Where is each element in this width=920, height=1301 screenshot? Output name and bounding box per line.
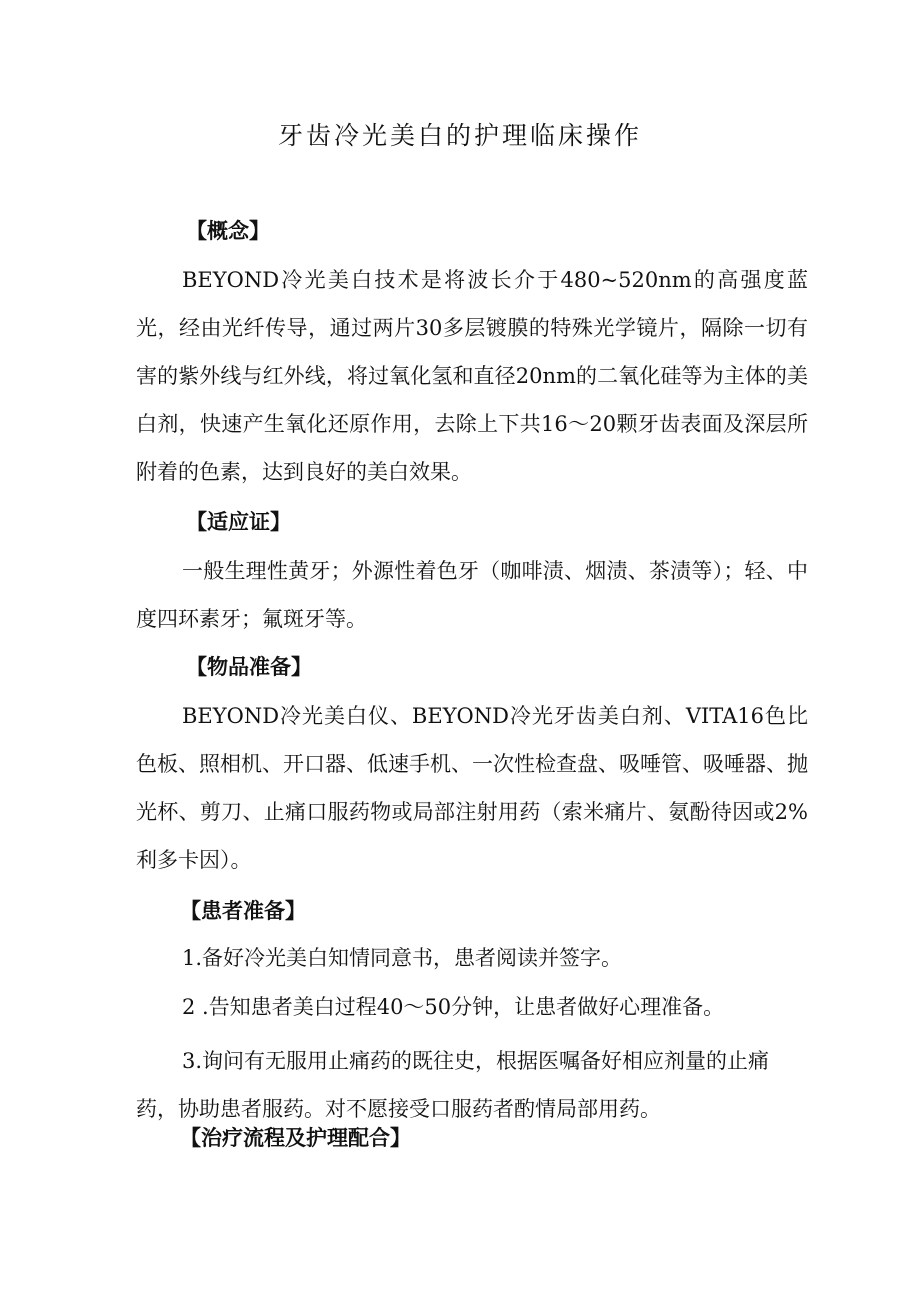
concept-paragraph: BEYOND冷光美白技术是将波长介于480~520nm的高强度蓝光，经由光纤传导，通过两片30多层镀膜的特殊光学镜片，隔除一切有害的紫外线与红外线，将过氧化氢和直径20nm的二氧化硅等为主体的美白剂，快速产生氧化还原作用，去除上下共16～20颗牙齿表面及深层所附着的色素，达到良好的美白效果。 bbox=[136, 268, 808, 484]
page-title: 牙齿冷光美白的护理临床操作 bbox=[277, 121, 642, 150]
patient-prep-item-2: 2 .告知患者美白过程40～50分钟，让患者做好心理准备。 bbox=[182, 995, 725, 1019]
section-heading-treatment: 【治疗流程及护理配合】 bbox=[180, 1125, 411, 1150]
section-heading-patient-prep: 【患者准备】 bbox=[180, 898, 306, 923]
section-heading-supplies: 【物品准备】 bbox=[186, 654, 312, 679]
section-heading-concept: 【概念】 bbox=[186, 218, 270, 243]
supplies-paragraph: BEYOND冷光美白仪、BEYOND冷光牙齿美白剂、VITA16色比色板、照相机、开口器、低速手机、一次性检查盘、吸唾管、吸唾器、抛光杯、剪刀、止痛口服药物或局部注射用药（索米痛片、氨酚待因或2%利多卡因）。 bbox=[136, 704, 808, 872]
patient-prep-item-3: 3.询问有无服用止痛药的既往史，根据医嘱备好相应剂量的止痛药，协助患者服药。对不愿接受口服药者酌情局部用药。 bbox=[136, 1049, 770, 1121]
indications-paragraph: 一般生理性黄牙；外源性着色牙（咖啡渍、烟渍、茶渍等）；轻、中度四环素牙；氟斑牙等。 bbox=[136, 559, 808, 631]
section-heading-indications: 【适应证】 bbox=[186, 509, 291, 534]
patient-prep-item-1: 1.备好冷光美白知情同意书，患者阅读并签字。 bbox=[182, 946, 623, 970]
